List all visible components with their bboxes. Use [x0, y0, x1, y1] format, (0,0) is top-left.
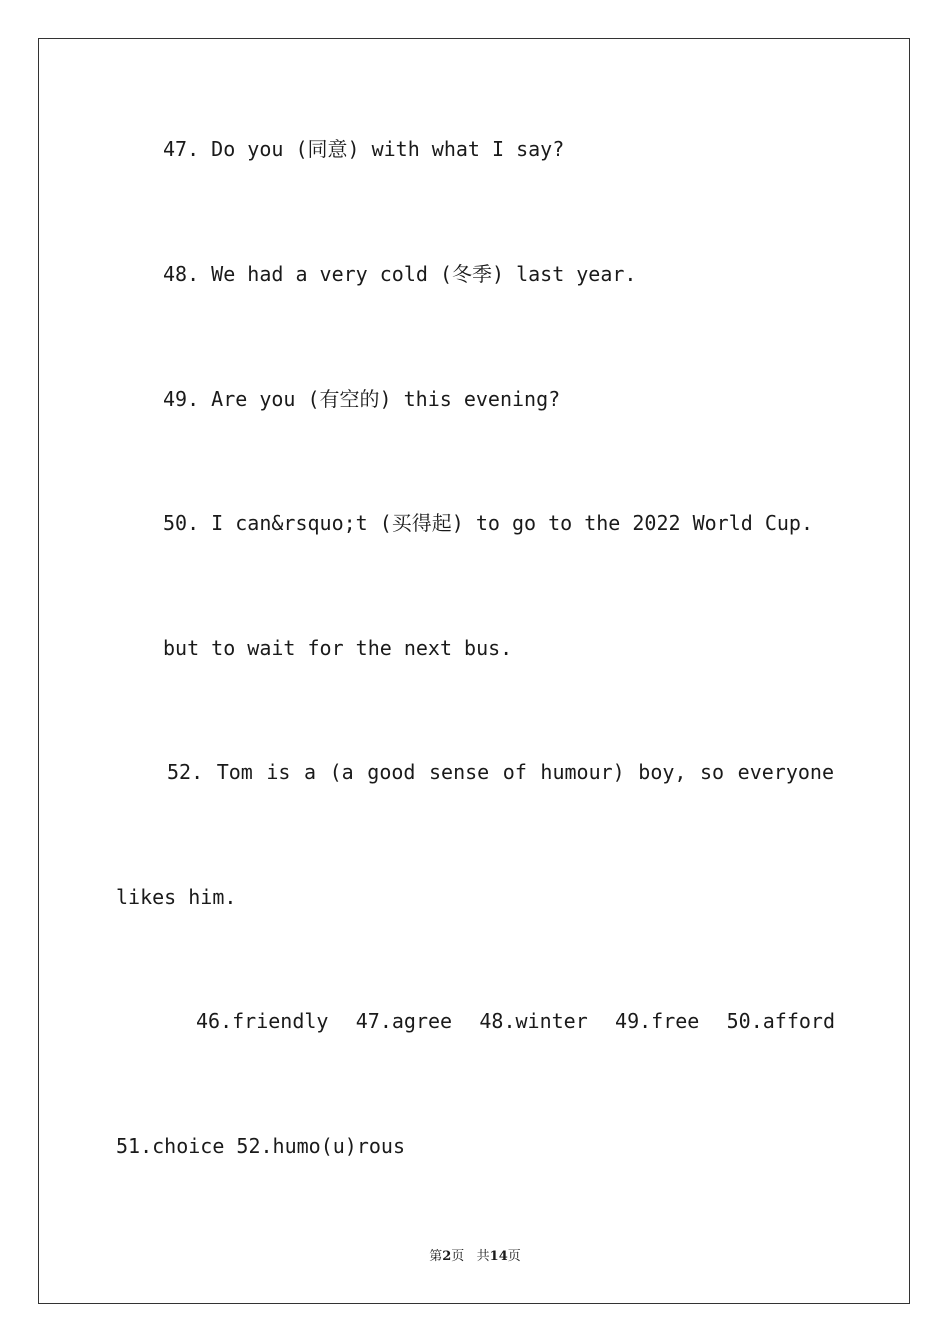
- footer-page-prefix: 第: [429, 1249, 443, 1264]
- page-footer: [0, 1248, 950, 1266]
- question-50: 50. I can&rsquo;t (买得起) to go to the 2022 World Cup.: [163, 511, 814, 535]
- footer-page-number: 2: [442, 1249, 452, 1264]
- question-48: 48. We had a very cold (冬季) last year.: [163, 262, 637, 286]
- question-52-line-1: 52. Tom is a (a good sense of humour) boy, so everyone: [167, 760, 834, 784]
- footer-page-suffix: 页 共: [451, 1249, 490, 1264]
- footer-total-suffix: 页: [507, 1249, 521, 1264]
- question-51-fragment: but to wait for the next bus.: [163, 636, 513, 660]
- page-border: [38, 38, 910, 1304]
- question-47: 47. Do you (同意) with what I say?: [163, 137, 565, 161]
- footer-total-pages: 14: [489, 1249, 508, 1264]
- question-49: 49. Are you (有空的) this evening?: [163, 387, 561, 411]
- question-52-line-2: likes him.: [116, 885, 237, 909]
- answer-key-line-1: 46.friendly 47.agree 48.winter 49.free 50.afford: [196, 1009, 835, 1033]
- answer-key-line-2: 51.choice 52.humo(u)rous: [116, 1134, 405, 1158]
